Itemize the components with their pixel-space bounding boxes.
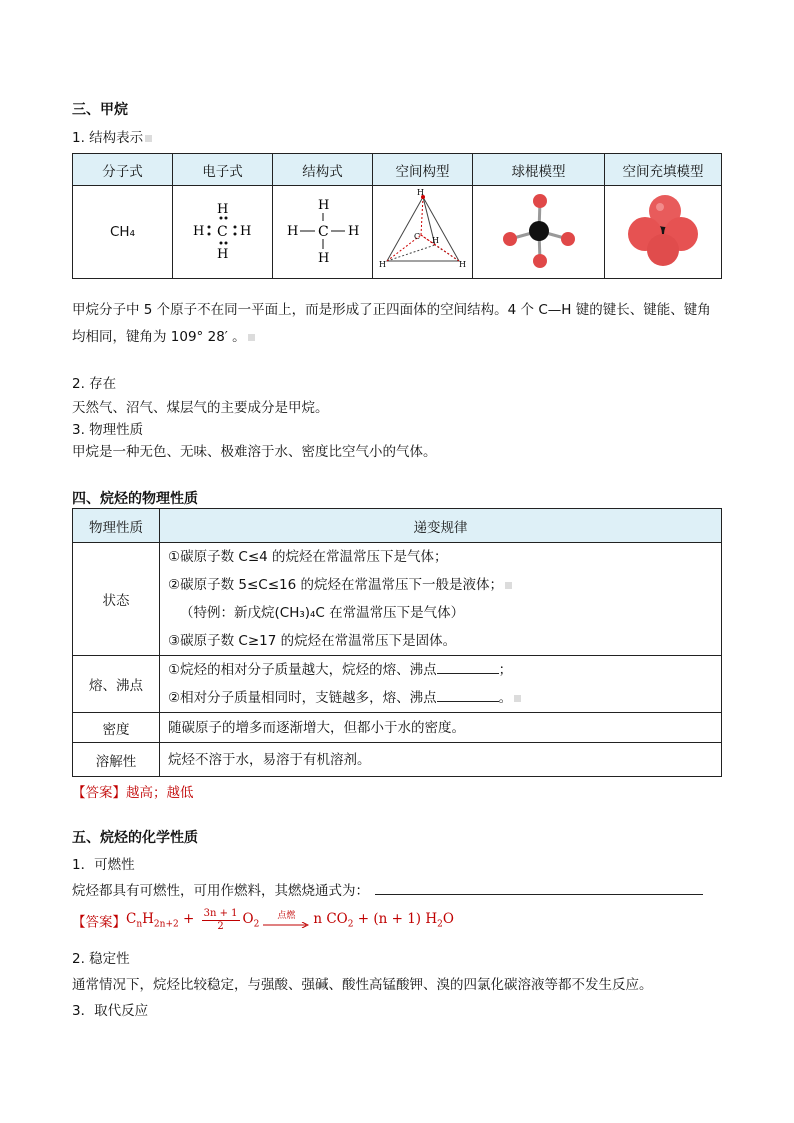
svg-text:C: C (413, 232, 420, 241)
svg-text:H: H (317, 251, 329, 265)
melting-rule-2 (168, 684, 713, 712)
row-label-density: 密度 (73, 713, 160, 743)
ball-stick-model (473, 186, 605, 279)
marker-icon (514, 695, 521, 702)
combustion-formula-blank[interactable] (375, 882, 703, 895)
svg-text:H: H (286, 224, 298, 239)
subsection-combustibility: 1．可燃性 (72, 857, 135, 873)
state-rule-1: ①碳原子数 C≤4 的烷烃在常温常压下是气体； (168, 549, 448, 565)
svg-text:H: H (378, 260, 386, 269)
structural-formula-diagram (273, 186, 373, 279)
blank-2[interactable] (437, 689, 499, 702)
svg-text:C: C (317, 224, 329, 240)
svg-text:H: H (192, 224, 204, 239)
subsection-stability: 2. 稳定性 (72, 951, 130, 967)
melting-rule-2-end: 。 (498, 690, 513, 706)
header-property: 物理性质 (73, 509, 160, 543)
state-rules (160, 543, 722, 656)
svg-text:H: H (458, 260, 466, 269)
state-rule-2-row (168, 571, 713, 599)
subsection-existence: 2. 存在 (72, 376, 117, 392)
header-spatial-config: 空间构型 (373, 154, 473, 186)
alkane-physical-properties-table (72, 508, 722, 777)
methane-description-line1: 甲烷分子中 5 个原子不在同一平面上，而是形成了正四面体的空间结构。4 个 C—H 键的键长、键能、键角 (72, 302, 711, 318)
methane-description-line2-text: 均相同，键角为 109° 28′ 。 (72, 329, 246, 345)
state-rule-2: ②碳原子数 5≤C≤16 的烷烃在常温常压下一般是液体； (168, 577, 504, 593)
melting-rule-1-text: ①烷烃的相对分子质量越大，烷烃的熔、沸点 (168, 662, 437, 678)
electron-formula-diagram (173, 186, 273, 279)
section-3-title: 三、甲烷 (72, 102, 128, 118)
blank-1[interactable] (437, 661, 499, 674)
methane-structure-table (72, 153, 722, 279)
row-label-solubility: 溶解性 (73, 743, 160, 777)
subsection-physical-properties: 3. 物理性质 (72, 422, 144, 438)
density-text: 随碳原子的增多而逐渐增大，但都小于水的密度。 (160, 713, 722, 743)
marker-icon (505, 582, 512, 589)
state-rule-3: ③碳原子数 C≥17 的烷烃在常温常压下是固体。 (168, 633, 457, 649)
svg-text:H: H (216, 202, 228, 217)
existence-text: 天然气、沼气、煤层气的主要成分是甲烷。 (72, 400, 329, 416)
marker-icon (248, 334, 255, 341)
melting-rule-1 (168, 656, 713, 684)
svg-text:C: C (216, 224, 228, 240)
cell-formula: CH₄ (73, 186, 173, 279)
combustion-answer: 【答案】$C_nH_{2n+2}$ + $\frac{3n + 1}{2}$ $O_2$ 点燃 n $CO_2 + (n + 1)$ $H_2O$ (72, 908, 454, 932)
stability-text: 通常情况下，烷烃比较稳定，与强酸、强碱、酸性高锰酸钾、溴的四氯化碳溶液等都不发生反应。 (72, 977, 653, 993)
space-filling-model (605, 186, 722, 279)
solubility-text: 烷烃不溶于水，易溶于有机溶剂。 (160, 743, 722, 777)
svg-text:H: H (239, 224, 251, 239)
header-structural-formula: 结构式 (273, 154, 373, 186)
header-electron-formula: 电子式 (173, 154, 273, 186)
combustibility-text (72, 879, 703, 899)
row-label-melting-boiling: 熔、沸点 (73, 656, 160, 713)
arrow-condition: 点燃 (277, 910, 296, 921)
subsection-substitution: 3．取代反应 (72, 1003, 149, 1019)
subsection-structure (72, 126, 152, 146)
svg-text:H: H (216, 247, 228, 262)
melting-rule-2-text: ②相对分子质量相同时，支链越多，熔、沸点 (168, 690, 437, 706)
melting-rule-1-end: ； (498, 662, 513, 678)
answer-section-4: 【答案】越高；越低 (72, 785, 194, 801)
fraction: $\frac{3n + 1}{2}$ (203, 908, 238, 932)
header-trend: 递变规律 (160, 509, 722, 543)
combustibility-text-label: 烷烃都具有可燃性，可用作燃料，其燃烧通式为： (72, 883, 369, 899)
combustion-equation: $C_nH_{2n+2}$ + (126, 911, 199, 930)
physical-properties-text: 甲烷是一种无色、无味、极难溶于水、密度比空气小的气体。 (72, 444, 437, 460)
melting-boiling-rules (160, 656, 722, 713)
subsection-structure-label: 1. 结构表示 (72, 130, 144, 146)
svg-text:H: H (317, 198, 329, 213)
methane-description-line2 (72, 325, 255, 345)
svg-text:H: H (347, 224, 359, 239)
section-5-title: 五、烷烃的化学性质 (72, 830, 198, 846)
header-space-filling: 空间充填模型 (605, 154, 722, 186)
tetrahedron-diagram (373, 186, 473, 279)
answer-label: 【答案】 (72, 914, 126, 931)
state-exception: （特例：新戊烷(CH₃)₄C 在常温常压下是气体） (180, 605, 465, 621)
row-label-state: 状态 (73, 543, 160, 656)
section-4-title: 四、烷烃的物理性质 (72, 491, 198, 507)
header-molecular-formula: 分子式 (73, 154, 173, 186)
marker-icon (145, 135, 152, 142)
svg-text:H: H (416, 188, 424, 197)
header-ball-stick: 球棍模型 (473, 154, 605, 186)
svg-text:H: H (431, 236, 439, 245)
reaction-arrow (263, 911, 309, 931)
